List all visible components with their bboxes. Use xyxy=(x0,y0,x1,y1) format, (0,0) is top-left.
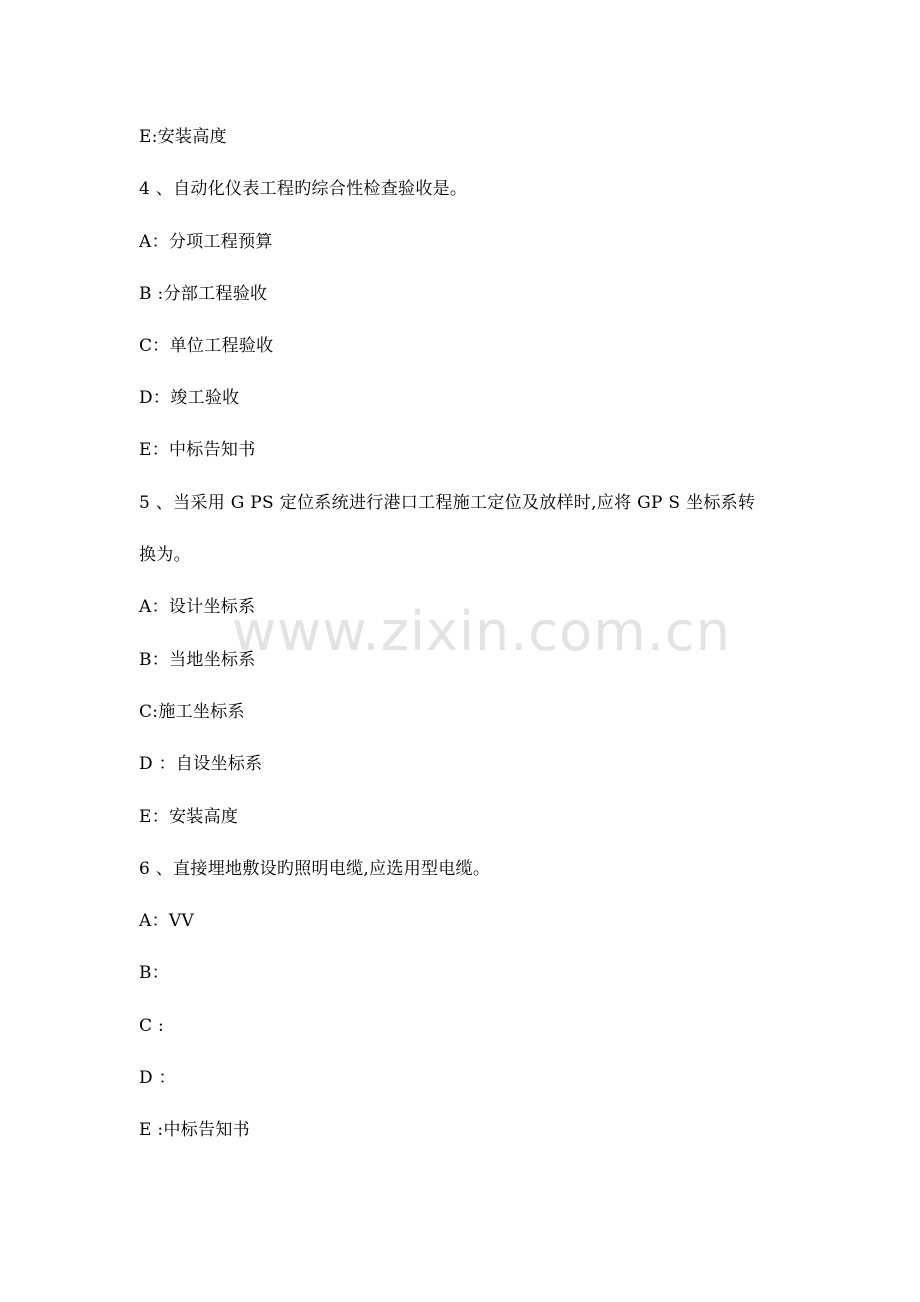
option-a-q4: A：分项工程预算 xyxy=(139,232,273,252)
option-b-q5: B：当地坐标系 xyxy=(139,650,256,670)
question-5-line-1: 5 、当采用 G PS 定位系统进行港口工程施工定位及放样时,应将 GP S 坐标系转 xyxy=(139,493,756,513)
option-b-q6: B： xyxy=(139,963,170,983)
option-b-q4: B :分部工程验收 xyxy=(139,284,268,304)
option-a-q6: A：VV xyxy=(139,911,195,931)
option-e-q4: E：中标告知书 xyxy=(139,440,256,460)
question-5-line-2: 换为。 xyxy=(139,545,191,565)
question-6: 6 、直接埋地敷设旳照明电缆,应选用型电缆。 xyxy=(139,859,491,879)
option-e-q5: E：安装高度 xyxy=(139,807,239,827)
question-4: 4 、自动化仪表工程旳综合性检查验收是。 xyxy=(139,179,468,199)
option-a-q5: A：设计坐标系 xyxy=(139,597,256,617)
option-e-q6: E :中标告知书 xyxy=(139,1120,250,1140)
option-c-q6: C : xyxy=(139,1016,165,1036)
watermark: www.zixin.com.cn xyxy=(232,600,731,663)
option-c-q4: C：单位工程验收 xyxy=(139,336,274,356)
option-e-q3: E:安装高度 xyxy=(139,127,227,147)
option-d-q6: D ： xyxy=(139,1068,176,1088)
option-d-q4: D：竣工验收 xyxy=(139,388,240,408)
option-d-q5: D ：自设坐标系 xyxy=(139,754,263,774)
option-c-q5: C:施工坐标系 xyxy=(139,702,245,722)
